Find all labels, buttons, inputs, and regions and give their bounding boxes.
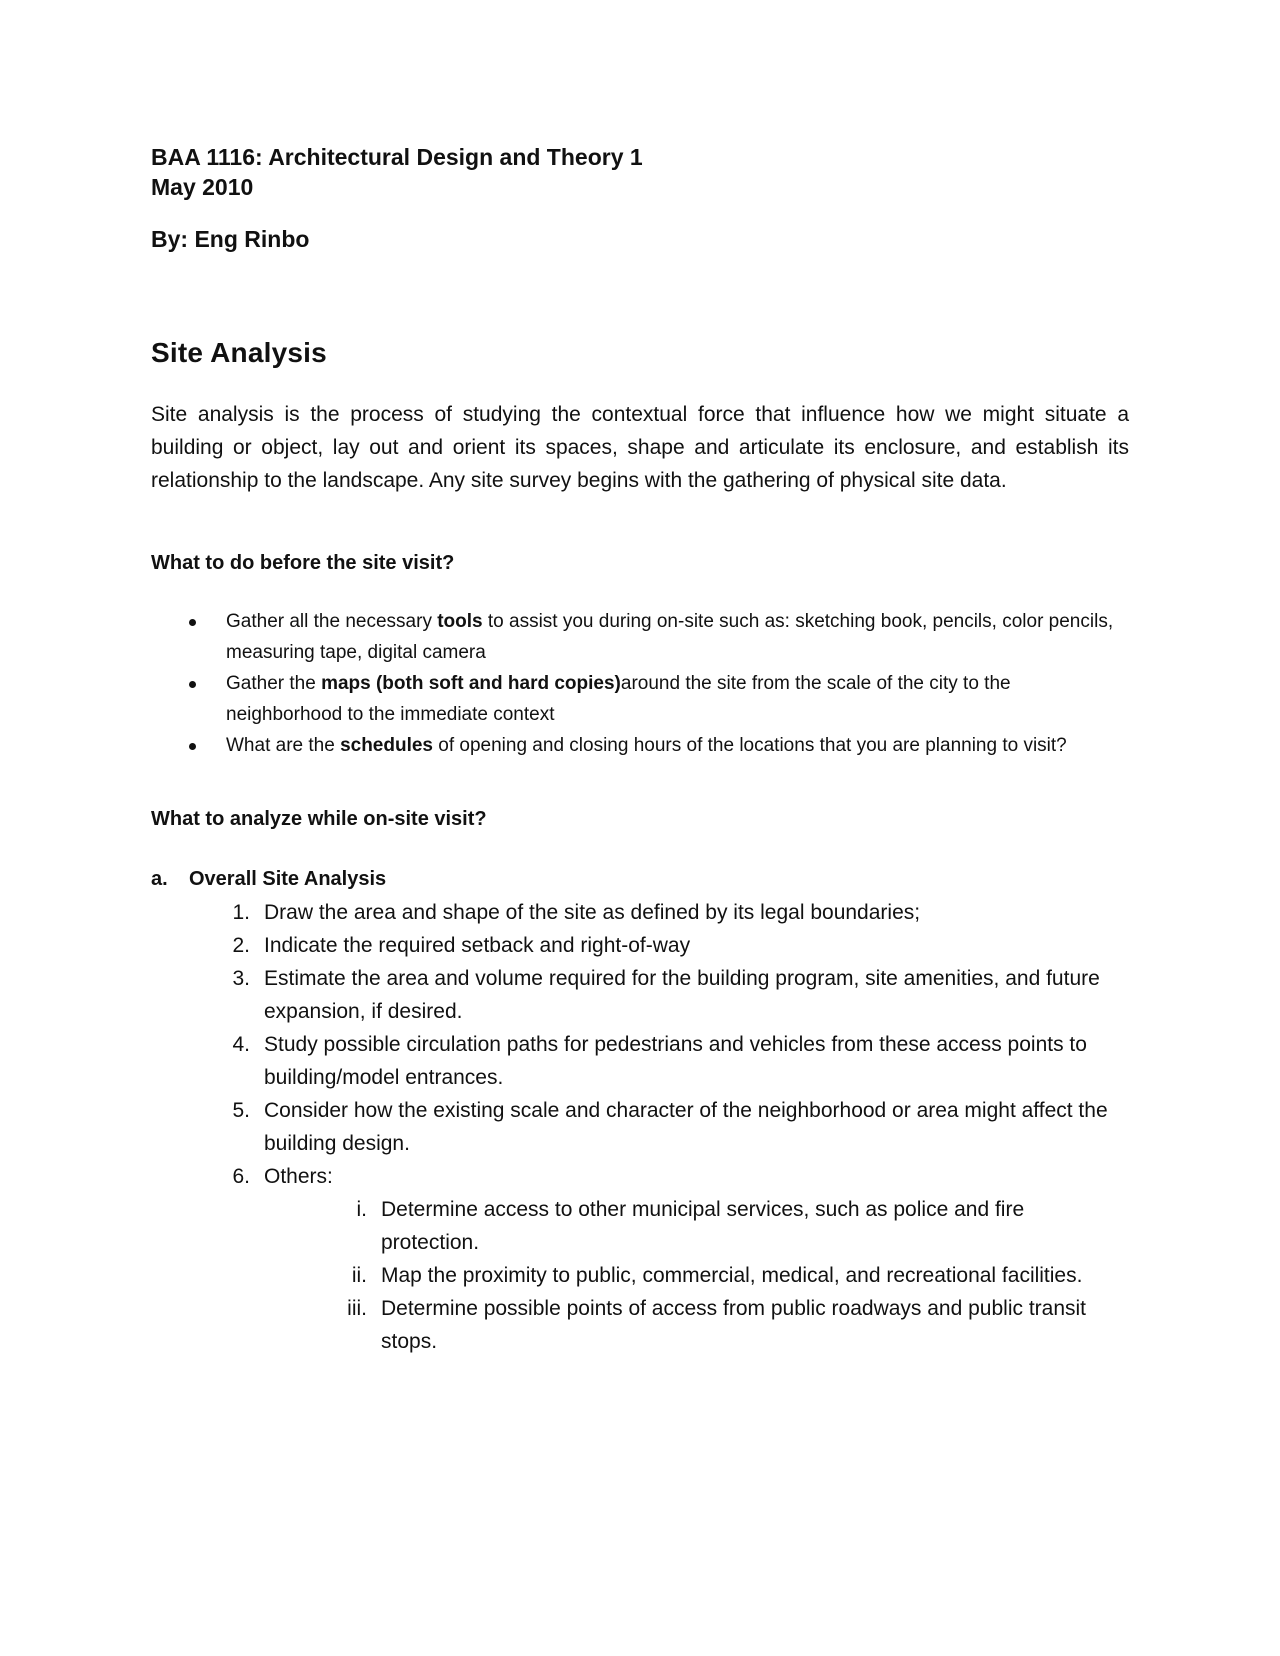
item-text: Study possible circulation paths for pedestrians and vehicles from these access points to building/model entrances.: [264, 1033, 1087, 1089]
section-letter: a.: [151, 868, 168, 890]
sublist-item: [339, 1193, 1122, 1259]
sublist-item: [339, 1292, 1122, 1358]
course-title: BAA 1116: Architectural Design and Theory 1: [151, 144, 643, 170]
list-item: [222, 1160, 1122, 1358]
list-item: [222, 896, 1122, 929]
bullet-icon: [189, 743, 196, 750]
bullet-text-post: of opening and closing hours of the locations that you are planning to visit?: [433, 735, 1067, 756]
item-number: 1.: [232, 901, 250, 924]
item-text: Others:: [264, 1165, 333, 1188]
subitem-number: i.: [356, 1198, 367, 1221]
list-item: [189, 730, 1129, 761]
bullet-text-post: around the site from the scale of the city to the neighborhood to the immediate context: [226, 673, 1011, 725]
bullet-text-post: to assist you during on-site such as: sketching book, pencils, color pencils, measuring tape, digital camera: [226, 611, 1114, 663]
item-number: 4.: [232, 1033, 250, 1056]
subitem-text: Determine possible points of access from public roadways and public transit stops.: [381, 1297, 1087, 1353]
item-text: Indicate the required setback and right-of-way: [264, 934, 691, 957]
item-number: 2.: [232, 934, 250, 957]
list-item: [222, 929, 1122, 962]
list-item: [222, 962, 1122, 1028]
overall-analysis-list: [222, 896, 1122, 1358]
bullet-text-pre: What are the: [226, 735, 341, 756]
section-a-heading: [151, 868, 386, 891]
bullet-text-pre: Gather the: [226, 673, 322, 694]
subitem-text: Determine access to other municipal services, such as police and fire protection.: [381, 1198, 1025, 1254]
author-line: By: Eng Rinbo: [151, 226, 310, 252]
intro-paragraph: Site analysis is the process of studying the contextual force that influence how we might situate a building or object, lay out and orient its spaces, shape and articulate its enclosure, and establish its relationship to the landscape. Any site survey begins with the gathering of physical site data.: [151, 403, 1129, 492]
item-text: Draw the area and shape of the site as defined by its legal boundaries;: [264, 901, 921, 924]
bullet-icon: [189, 619, 196, 626]
item-text: Consider how the existing scale and character of the neighborhood or area might affect the building design.: [264, 1099, 1108, 1155]
before-visit-heading: What to do before the site visit?: [151, 552, 455, 574]
list-item: [222, 1094, 1122, 1160]
list-item: [189, 668, 1129, 730]
item-number: 6.: [232, 1165, 250, 1188]
subitem-text: Map the proximity to public, commercial, medical, and recreational facilities.: [381, 1264, 1083, 1287]
subitem-number: ii.: [351, 1264, 367, 1287]
bullet-text-bold: schedules: [340, 735, 433, 756]
item-text: Estimate the area and volume required for the building program, site amenities, and future expansion, if desired.: [264, 967, 1100, 1023]
bullet-text-bold: tools: [437, 611, 483, 632]
list-item: [222, 1028, 1122, 1094]
subitem-number: iii.: [347, 1297, 367, 1320]
on-site-heading: What to analyze while on-site visit?: [151, 808, 487, 830]
before-visit-list: [189, 606, 1129, 761]
list-item: [189, 606, 1129, 668]
bullet-text-pre: Gather all the necessary: [226, 611, 438, 632]
others-sublist: [339, 1193, 1122, 1358]
document-date: May 2010: [151, 174, 254, 200]
sublist-item: [339, 1259, 1122, 1292]
item-number: 5.: [232, 1099, 250, 1122]
section-title: Overall Site Analysis: [189, 868, 387, 890]
item-number: 3.: [232, 967, 250, 990]
bullet-icon: [189, 681, 196, 688]
page-title: Site Analysis: [151, 337, 327, 368]
bullet-text-bold: maps (both soft and hard copies): [321, 673, 621, 694]
